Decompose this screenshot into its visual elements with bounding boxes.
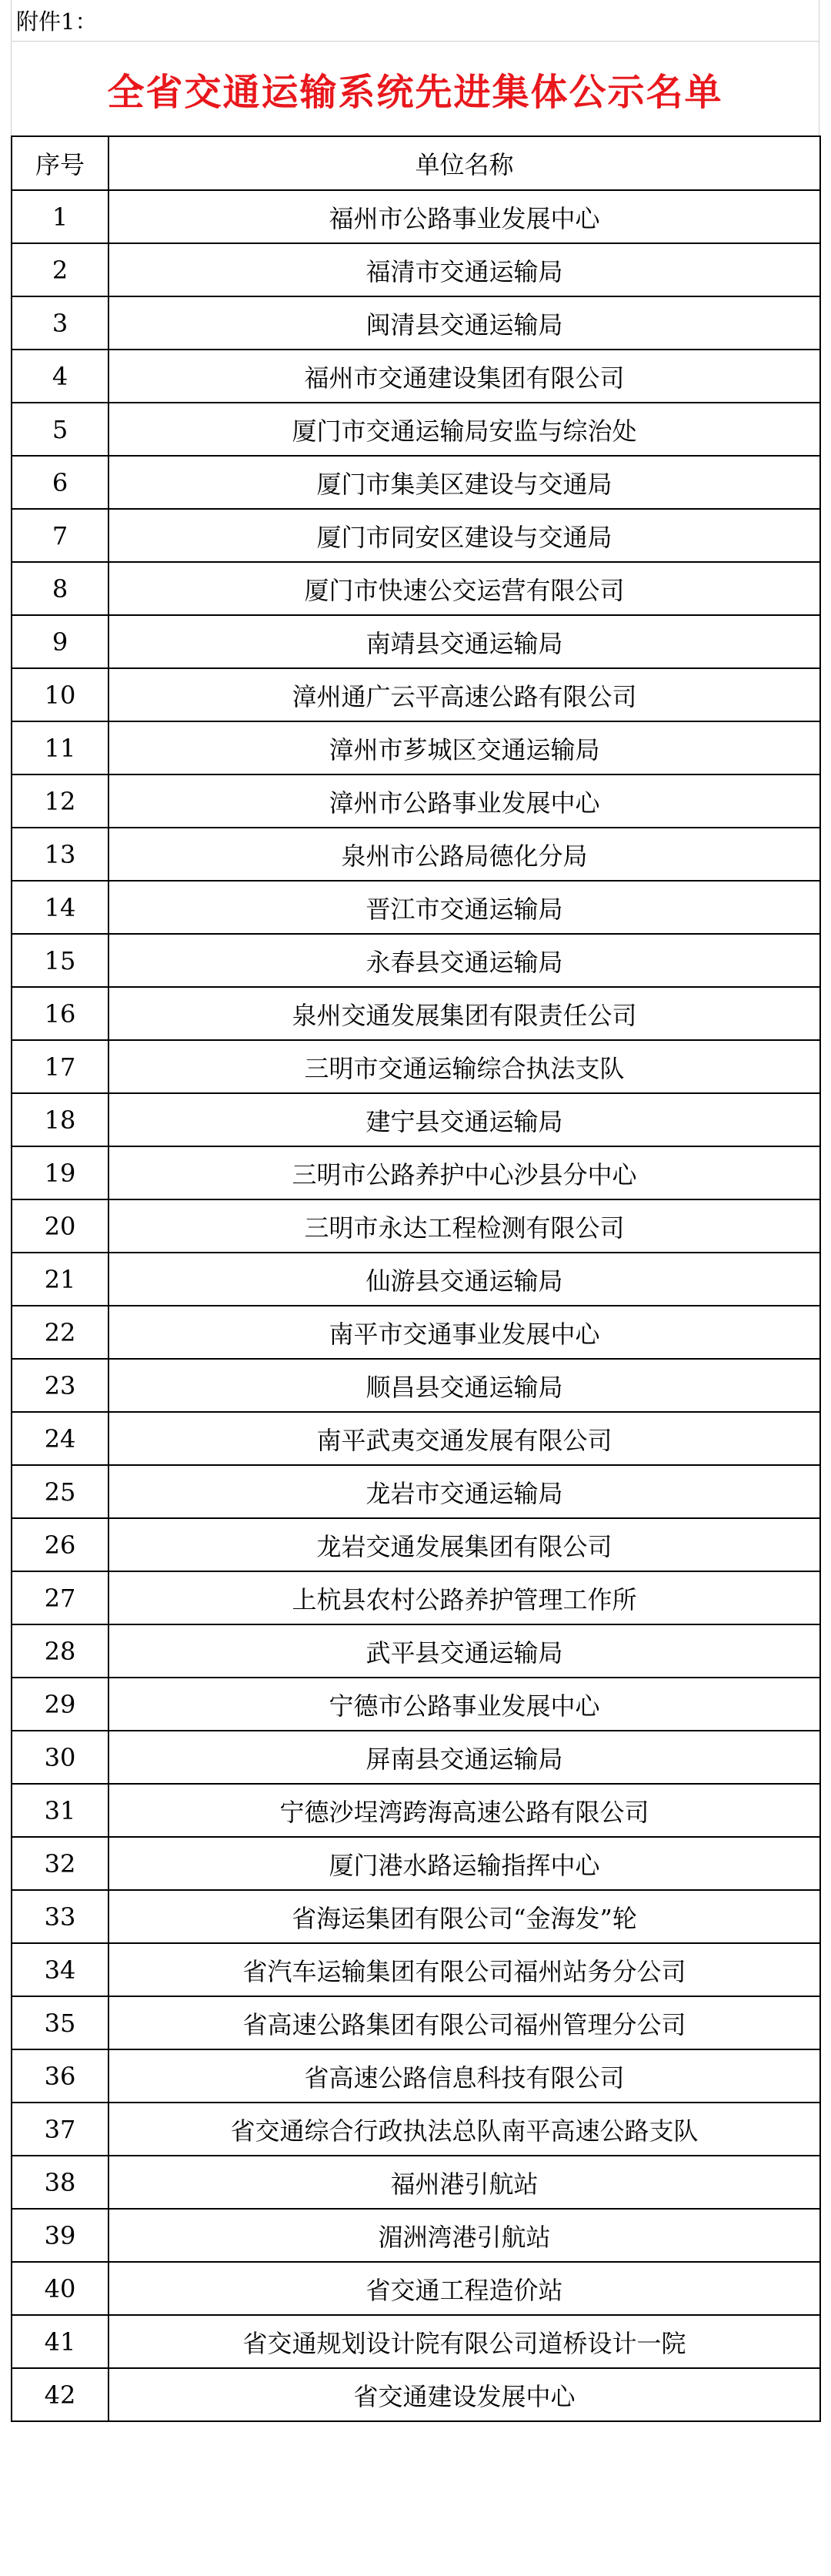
row-index-cell: 34: [12, 1943, 108, 1996]
table-row: [12, 1624, 820, 1678]
table-row: [12, 1731, 820, 1784]
row-unit-name-cell: 龙岩交通发展集团有限公司: [108, 1518, 820, 1571]
table-row: [12, 828, 820, 881]
row-unit-name-cell: 闽清县交通运输局: [108, 296, 820, 350]
row-unit-name-cell: 省交通综合行政执法总队南平高速公路支队: [108, 2103, 820, 2156]
table-row: [12, 881, 820, 934]
row-unit-name-cell: 宁德沙埕湾跨海高速公路有限公司: [108, 1784, 820, 1837]
row-unit-name-cell: 湄洲湾港引航站: [108, 2209, 820, 2262]
row-index-cell: 17: [12, 1040, 108, 1093]
table-row: [12, 721, 820, 774]
table-row: [12, 562, 820, 615]
table-row: [12, 509, 820, 562]
row-unit-name-cell: 顺昌县交通运输局: [108, 1359, 820, 1412]
table-row: [12, 243, 820, 296]
table-row: [12, 2315, 820, 2368]
header-unit-name: 单位名称: [108, 136, 820, 190]
row-unit-name-cell: 屏南县交通运输局: [108, 1731, 820, 1784]
row-unit-name-cell: 龙岩市交通运输局: [108, 1465, 820, 1518]
row-unit-name-cell: 泉州市公路局德化分局: [108, 828, 820, 881]
row-unit-name-cell: 三明市永达工程检测有限公司: [108, 1199, 820, 1253]
row-index-cell: 15: [12, 934, 108, 987]
row-unit-name-cell: 漳州市芗城区交通运输局: [108, 721, 820, 774]
row-index-cell: 23: [12, 1359, 108, 1412]
row-index-cell: 8: [12, 562, 108, 615]
row-index-cell: 10: [12, 668, 108, 721]
table-row: [12, 1678, 820, 1731]
row-index-cell: 13: [12, 828, 108, 881]
table-row: [12, 2368, 820, 2421]
table-row: [12, 774, 820, 828]
row-index-cell: 20: [12, 1199, 108, 1253]
table-header-row: [12, 136, 820, 190]
row-index-cell: 6: [12, 456, 108, 509]
table-row: [12, 2262, 820, 2315]
table-row: [12, 190, 820, 243]
spreadsheet-sheet: [11, 0, 819, 2422]
row-unit-name-cell: 南平武夷交通发展有限公司: [108, 1412, 820, 1465]
row-unit-name-cell: 福州市交通建设集团有限公司: [108, 350, 820, 403]
row-index-cell: 5: [12, 403, 108, 456]
table-row: [12, 2156, 820, 2209]
table-row: [12, 1146, 820, 1199]
row-unit-name-cell: 省海运集团有限公司“金海发”轮: [108, 1890, 820, 1943]
row-index-cell: 16: [12, 987, 108, 1040]
table-row: [12, 403, 820, 456]
table-body: [12, 190, 820, 2421]
table-row: [12, 1837, 820, 1890]
table-row: [12, 350, 820, 403]
row-unit-name-cell: 宁德市公路事业发展中心: [108, 1678, 820, 1731]
row-index-cell: 36: [12, 2049, 108, 2103]
row-index-cell: 30: [12, 1731, 108, 1784]
row-index-cell: 27: [12, 1571, 108, 1624]
row-unit-name-cell: 厦门港水路运输指挥中心: [108, 1837, 820, 1890]
table-row: [12, 2209, 820, 2262]
row-index-cell: 7: [12, 509, 108, 562]
table-row: [12, 1412, 820, 1465]
table-row: [12, 1890, 820, 1943]
row-index-cell: 4: [12, 350, 108, 403]
unit-list-table: [11, 135, 821, 2422]
table-row: [12, 1040, 820, 1093]
table-row: [12, 296, 820, 350]
row-index-cell: 24: [12, 1412, 108, 1465]
row-unit-name-cell: 武平县交通运输局: [108, 1624, 820, 1678]
row-index-cell: 41: [12, 2315, 108, 2368]
row-index-cell: 28: [12, 1624, 108, 1678]
row-index-cell: 1: [12, 190, 108, 243]
row-unit-name-cell: 厦门市同安区建设与交通局: [108, 509, 820, 562]
row-index-cell: 38: [12, 2156, 108, 2209]
header-index: 序号: [12, 136, 108, 190]
table-row: [12, 2103, 820, 2156]
row-index-cell: 29: [12, 1678, 108, 1731]
table-row: [12, 2049, 820, 2103]
row-unit-name-cell: 省高速公路信息科技有限公司: [108, 2049, 820, 2103]
row-unit-name-cell: 省交通建设发展中心: [108, 2368, 820, 2421]
table-row: [12, 1093, 820, 1146]
row-unit-name-cell: 厦门市集美区建设与交通局: [108, 456, 820, 509]
row-index-cell: 26: [12, 1518, 108, 1571]
table-row: [12, 1518, 820, 1571]
row-unit-name-cell: 福清市交通运输局: [108, 243, 820, 296]
row-unit-name-cell: 省交通工程造价站: [108, 2262, 820, 2315]
row-unit-name-cell: 福州市公路事业发展中心: [108, 190, 820, 243]
row-unit-name-cell: 厦门市快速公交运营有限公司: [108, 562, 820, 615]
row-unit-name-cell: 厦门市交通运输局安监与综治处: [108, 403, 820, 456]
row-index-cell: 39: [12, 2209, 108, 2262]
row-unit-name-cell: 南平市交通事业发展中心: [108, 1306, 820, 1359]
row-unit-name-cell: 永春县交通运输局: [108, 934, 820, 987]
row-index-cell: 3: [12, 296, 108, 350]
row-index-cell: 9: [12, 615, 108, 668]
row-index-cell: 21: [12, 1253, 108, 1306]
row-unit-name-cell: 仙游县交通运输局: [108, 1253, 820, 1306]
table-row: [12, 1996, 820, 2049]
table-row: [12, 1943, 820, 1996]
row-index-cell: 14: [12, 881, 108, 934]
row-index-cell: 22: [12, 1306, 108, 1359]
row-unit-name-cell: 省汽车运输集团有限公司福州站务分公司: [108, 1943, 820, 1996]
row-unit-name-cell: 漳州市公路事业发展中心: [108, 774, 820, 828]
row-index-cell: 25: [12, 1465, 108, 1518]
row-unit-name-cell: 漳州通广云平高速公路有限公司: [108, 668, 820, 721]
row-index-cell: 12: [12, 774, 108, 828]
table-row: [12, 456, 820, 509]
attachment-label: 附件1：: [16, 8, 98, 35]
table-row: [12, 1359, 820, 1412]
table-row: [12, 1465, 820, 1518]
table-row: [12, 1571, 820, 1624]
row-unit-name-cell: 泉州交通发展集团有限责任公司: [108, 987, 820, 1040]
page-title: 全省交通运输系统先进集体公示名单: [107, 70, 723, 114]
table-row: [12, 1199, 820, 1253]
row-unit-name-cell: 三明市交通运输综合执法支队: [108, 1040, 820, 1093]
row-index-cell: 18: [12, 1093, 108, 1146]
row-index-cell: 33: [12, 1890, 108, 1943]
row-index-cell: 42: [12, 2368, 108, 2421]
row-index-cell: 35: [12, 1996, 108, 2049]
row-unit-name-cell: 晋江市交通运输局: [108, 881, 820, 934]
table-row: [12, 1784, 820, 1837]
row-index-cell: 37: [12, 2103, 108, 2156]
title-row: [11, 42, 819, 135]
row-unit-name-cell: 省交通规划设计院有限公司道桥设计一院: [108, 2315, 820, 2368]
row-unit-name-cell: 上杭县农村公路养护管理工作所: [108, 1571, 820, 1624]
table-row: [12, 987, 820, 1040]
row-index-cell: 11: [12, 721, 108, 774]
row-unit-name-cell: 建宁县交通运输局: [108, 1093, 820, 1146]
row-index-cell: 31: [12, 1784, 108, 1837]
row-index-cell: 32: [12, 1837, 108, 1890]
row-unit-name-cell: 福州港引航站: [108, 2156, 820, 2209]
row-unit-name-cell: 三明市公路养护中心沙县分中心: [108, 1146, 820, 1199]
table-row: [12, 1253, 820, 1306]
table-row: [12, 934, 820, 987]
row-unit-name-cell: 南靖县交通运输局: [108, 615, 820, 668]
row-index-cell: 40: [12, 2262, 108, 2315]
row-index-cell: 19: [12, 1146, 108, 1199]
table-row: [12, 615, 820, 668]
table-row: [12, 1306, 820, 1359]
row-index-cell: 2: [12, 243, 108, 296]
table-row: [12, 668, 820, 721]
attachment-label-row: [11, 0, 819, 42]
row-unit-name-cell: 省高速公路集团有限公司福州管理分公司: [108, 1996, 820, 2049]
